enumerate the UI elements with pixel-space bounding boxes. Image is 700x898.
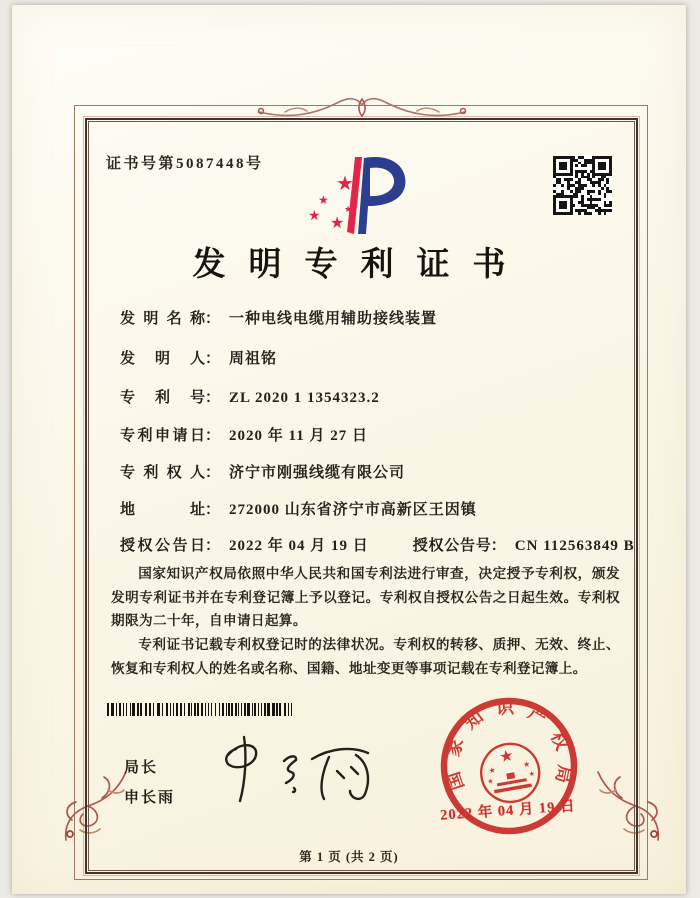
svg-text:★: ★ (528, 769, 536, 779)
svg-text:★: ★ (497, 747, 516, 767)
field-value: 一种电线电缆用辅助接线装置 (229, 311, 438, 327)
legal-paragraph: 专利证书记载专利权登记时的法律状况。专利权的转移、质押、无效、终止、恢复和专利权人的姓名或名称、国籍、地址变更等事项记载在专利登记簿上。 (111, 636, 620, 676)
field-value: 2020 年 11 月 27 日 (229, 428, 368, 444)
svg-text:★: ★ (487, 765, 497, 776)
certificate-title-text: 发明专利证书 (192, 247, 529, 283)
star-icon: ★ (336, 173, 354, 195)
field-value: 周祖铭 (229, 351, 278, 367)
certificate-page (12, 5, 686, 894)
signer-block (124, 756, 175, 807)
field-patentee (120, 461, 405, 482)
legal-text (111, 562, 620, 680)
star-icon: ★ (308, 209, 321, 224)
official-seal-icon (420, 677, 598, 855)
page-number: 第 1 页 (共 2 页) (299, 850, 399, 864)
colon: ： (205, 428, 221, 444)
field-address (120, 498, 477, 519)
field-grant-number (413, 538, 635, 554)
handwritten-signature-icon (200, 731, 378, 819)
colon: ： (205, 502, 221, 518)
seal-date: 2022 年 04 月 19 日 (439, 798, 577, 824)
colon: ： (205, 311, 221, 327)
field-label: 专利号 (120, 390, 205, 406)
cnipa-patent-logo-icon (296, 154, 431, 240)
star-icon: ★ (318, 193, 329, 207)
svg-text:★: ★ (522, 759, 531, 770)
signer-name: 申长雨 (124, 790, 176, 806)
barcode-icon (107, 703, 294, 716)
colon: ： (205, 538, 221, 554)
legal-paragraph: 国家知识产权局依照中华人民共和国专利法进行审查，决定授予专利权，颁发发明专利证书并在专利登记簿上予以登记。专利权自授权公告之日起生效。专利权期限为二十年，自申请日起算。 (111, 566, 620, 629)
svg-text:★: ★ (486, 776, 495, 786)
field-label: 专利申请日 (120, 428, 205, 444)
certificate-number: 证书号第5087448号 (106, 156, 264, 172)
field-grant-date-and-number (120, 534, 635, 555)
colon: ： (205, 351, 221, 367)
star-icon: ★ (344, 204, 353, 214)
seal-ring-text: 国家知识产权局 (442, 696, 576, 793)
field-label: 发明名称 (120, 311, 205, 327)
field-label: 地址 (120, 502, 205, 518)
field-invention-name (120, 307, 437, 328)
star-icon: ★ (330, 215, 345, 232)
signer-title: 局长 (124, 760, 159, 776)
colon: ： (205, 390, 221, 406)
field-value: ZL 2020 1 1354323.2 (229, 390, 380, 406)
field-label: 发明人 (120, 351, 205, 367)
field-value: CN 112563849 B (514, 538, 635, 554)
field-value: 2022 年 04 月 19 日 (229, 538, 369, 554)
field-inventor (120, 347, 277, 368)
colon: ： (205, 465, 221, 481)
colon: ： (490, 538, 506, 554)
field-filing-date (120, 424, 368, 445)
field-label: 授权公告号 (412, 538, 491, 554)
certificate-title (12, 238, 686, 285)
qr-code-icon (553, 156, 612, 215)
field-value: 272000 山东省济宁市高新区王因镇 (229, 502, 477, 518)
field-value: 济宁市刚强线缆有限公司 (229, 465, 406, 481)
field-label: 专利权人 (120, 465, 205, 481)
field-patent-number (120, 386, 380, 407)
field-label: 授权公告日 (120, 538, 205, 554)
